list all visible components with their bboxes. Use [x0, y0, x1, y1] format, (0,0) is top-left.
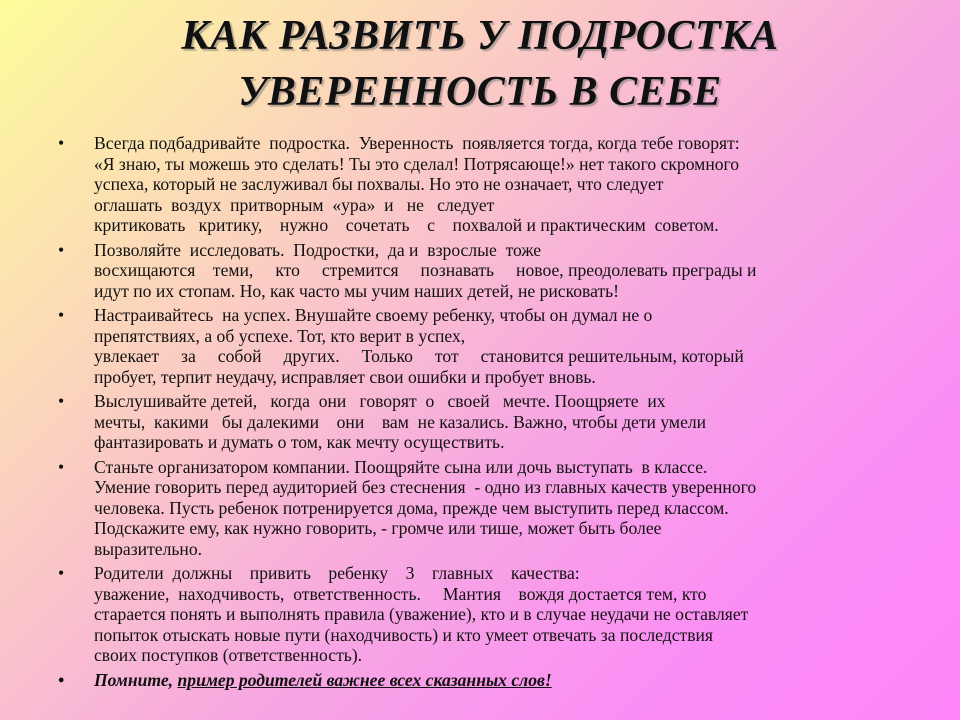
text-line: пробует, терпит неудачу, исправляет свои ошибки и пробует вновь. [94, 366, 596, 387]
list-item [58, 240, 908, 302]
text-line: уважение, находчивость, ответственность. Мантия вождя достается тем, кто [94, 583, 707, 604]
bullet-icon: • [58, 391, 65, 411]
closing-emphasis: пример родителей важнее всех сказанных слов! [177, 669, 552, 690]
text-line: успеха, который не заслуживал бы похвалы. Но это не означает, что следует [94, 174, 664, 194]
advice-list [58, 133, 908, 694]
text-line: фантазировать и думать о том, как мечту осуществить. [94, 432, 505, 452]
text-line: Всегда подбадривайте подростка. Уверенность появляется тогда, когда тебе говорят: [94, 133, 740, 153]
text-line: Подскажите ему, как нужно говорить, - громче или тише, может быть более [94, 518, 662, 538]
text-line: Родители должны привить ребенку 3 главных качества: [94, 563, 580, 583]
list-item [58, 457, 908, 560]
list-item [58, 305, 908, 387]
text-line: Позволяйте исследовать. Подростки, да и взрослые тоже [94, 239, 542, 260]
text-line: идут по их стопам. Но, как часто мы учим наших детей, не рисковать! [94, 280, 620, 301]
slide-title [0, 8, 960, 120]
title-line-2: УВЕРЕННОСТЬ В СЕБЕ [238, 69, 722, 115]
text-line: «Я знаю, ты можешь это сделать! Ты это сделал! Потрясающе!» нет такого скромного [94, 153, 740, 174]
list-item [58, 133, 908, 236]
bullet-icon: • [58, 305, 65, 325]
bullet-icon: • [58, 669, 65, 690]
text-line: критиковать критику, нужно сочетать с похвалой и практическим советом. [94, 215, 719, 235]
text-line: Умение говорить перед аудиторией без стеснения - одно из главных качеств уверенного [94, 477, 757, 497]
title-line-1: КАК РАЗВИТЬ У ПОДРОСТКА [181, 13, 779, 59]
text-line: попыток отыскать новые пути (находчивость) и кто умеет отвечать за последствия [94, 624, 714, 645]
bullet-icon: • [58, 456, 65, 477]
text-line: человека. Пусть ребенок потренируется дома, прежде чем выступить перед классом. [94, 497, 729, 518]
bullet-icon: • [58, 133, 65, 153]
text-line: препятствиях, а об успехе. Тот, кто верит в успех, [94, 325, 466, 346]
text-line: Станьте организатором компании. Поощряйте сына или дочь выступать в классе. [94, 456, 708, 477]
text-line: Настраивайтесь на успех. Внушайте своему ребенку, чтобы он думал не о [94, 305, 653, 325]
text-line: мечты, какими бы далекими они вам не казались. Важно, чтобы дети умели [94, 411, 707, 432]
text-line: старается понять и выполнять правила (уважение), кто и в случае неудачи не оставляет [94, 604, 749, 624]
text-line: своих поступков (ответственность). [94, 645, 363, 665]
text-line: увлекает за собой других. Только тот становится решительным, который [94, 346, 744, 366]
text-line: восхищаются теми, кто стремится познавать новое, преодолевать преграды и [94, 260, 757, 280]
closing-item [58, 670, 908, 691]
text-line: выразительно. [94, 538, 203, 559]
text-line: оглашать воздух притворным «ура» и не следует [94, 194, 495, 215]
list-item [58, 391, 908, 453]
bullet-icon: • [58, 563, 65, 583]
text-line: Выслушивайте детей, когда они говорят о своей мечте. Поощряете их [94, 391, 666, 411]
closing-line [94, 670, 908, 691]
bullet-icon: • [58, 239, 65, 260]
list-item [58, 563, 908, 666]
closing-lead: Помните, [94, 669, 174, 690]
